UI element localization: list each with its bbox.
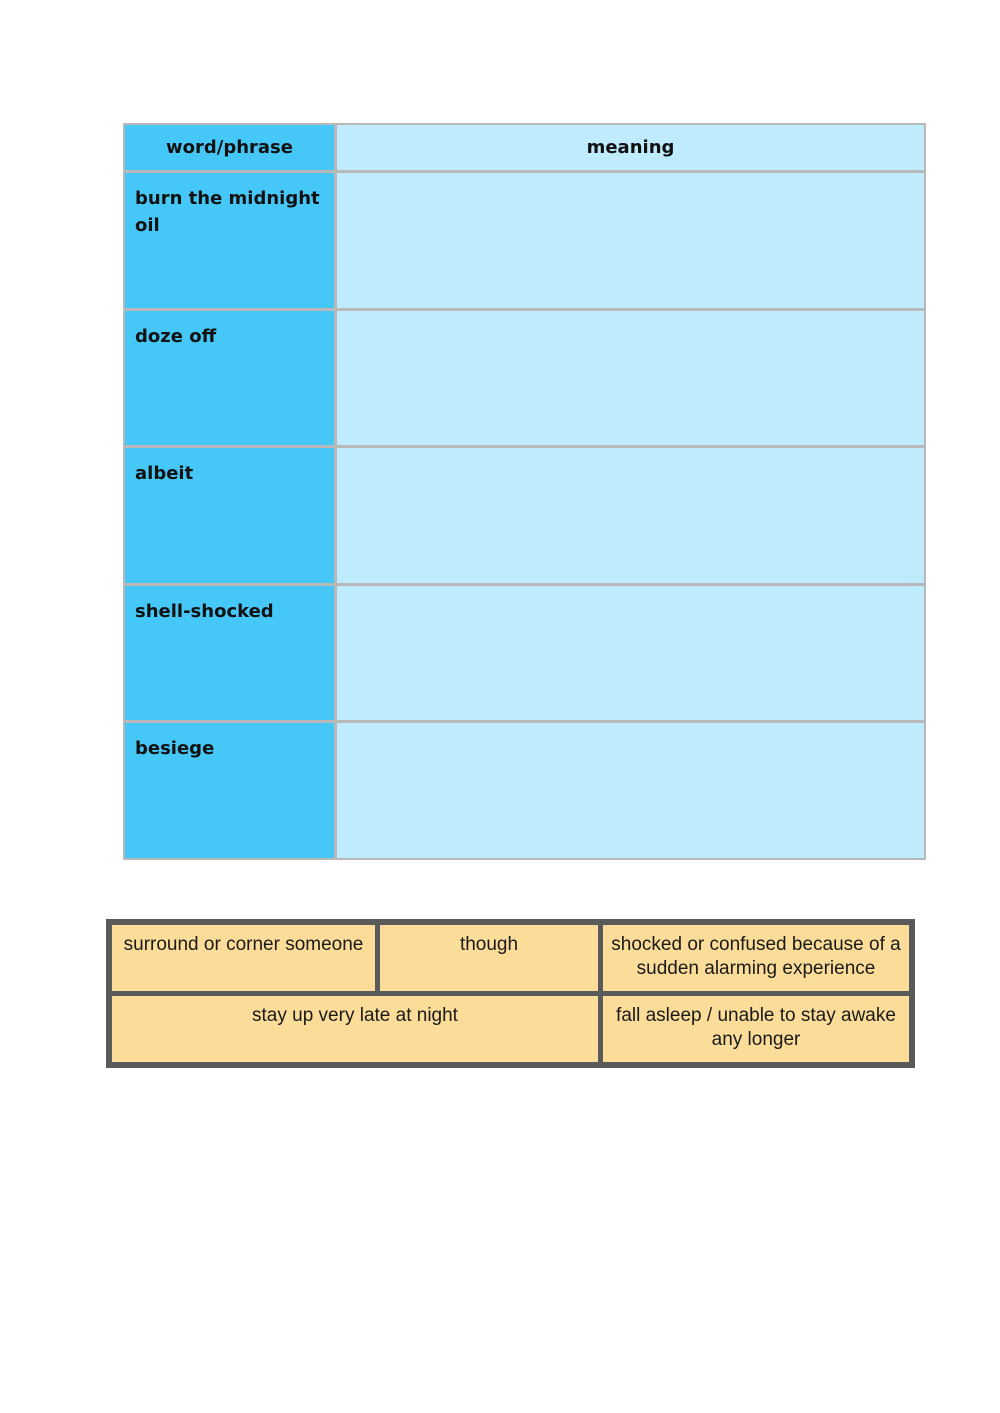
- word-cell-2: doze off: [125, 311, 334, 446]
- word-cell-3: albeit: [125, 448, 334, 583]
- draggable-card-stay-up[interactable]: stay up very late at night: [112, 996, 598, 1062]
- word-cell-4: shell-shocked: [125, 586, 334, 721]
- header-meaning: meaning: [337, 125, 924, 170]
- draggable-card-shocked[interactable]: shocked or confused because of a sudden alarming experience: [603, 925, 909, 991]
- draggable-card-fall-asleep[interactable]: fall asleep / unable to stay awake any longer: [603, 996, 909, 1062]
- word-cell-1: burn the midnight oil: [125, 173, 334, 308]
- meaning-drop-zone-5[interactable]: [337, 723, 924, 858]
- vocabulary-table: [123, 123, 926, 860]
- draggable-card-though[interactable]: though: [380, 925, 598, 991]
- meaning-drop-zone-1[interactable]: [337, 173, 924, 308]
- answer-card-bank: [106, 919, 915, 1068]
- header-word-phrase: word/phrase: [125, 125, 334, 170]
- meaning-drop-zone-3[interactable]: [337, 448, 924, 583]
- draggable-card-surround[interactable]: surround or corner someone: [112, 925, 375, 991]
- word-cell-5: besiege: [125, 723, 334, 858]
- meaning-drop-zone-2[interactable]: [337, 311, 924, 446]
- meaning-drop-zone-4[interactable]: [337, 586, 924, 721]
